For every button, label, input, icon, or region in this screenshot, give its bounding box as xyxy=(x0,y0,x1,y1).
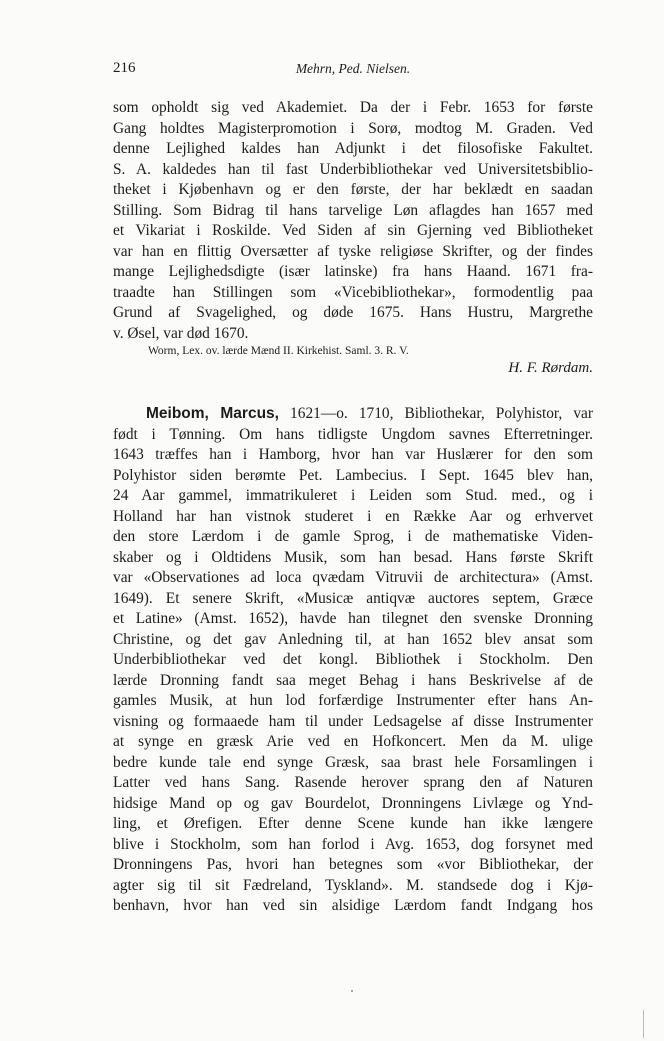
text-line: Underbibliothekar ved det kongl. Bibliothek i Stockholm. Den xyxy=(113,651,593,668)
text-line: S. A. kaldedes han til fast Underbibliothekar ved Universitetsbiblio- xyxy=(113,160,593,178)
text-line: theket i Kjøbenhavn og er den første, der har beklædt en saadan xyxy=(113,181,593,198)
text-line: Gang holdtes Magisterpromotion i Sorø, modtog M. Graden. Ved xyxy=(113,119,593,137)
text-line: lærde Dronning fandt saa meget Behag i hans Beskrivelse af de xyxy=(113,671,593,689)
text-line: Latter ved hans Sang. Rasende herover sprang den af Naturen xyxy=(113,774,593,791)
text-line: Dronningens Pas, hvori han betegnes som «vor Bibliothekar, der xyxy=(113,856,593,873)
text-line: Holland har han vistnok studeret i en Række Aar og erhvervet xyxy=(113,507,593,525)
entry-headword: Meibom, Marcus, xyxy=(146,405,279,422)
text-line: et Latine» (Amst. 1652), havde han tilegnet den svenske Dronning xyxy=(113,610,593,627)
text-line: ling, et Ørefigen. Efter denne Scene kunde han ikke længere xyxy=(113,815,593,832)
entry-first-line xyxy=(113,404,593,425)
text-line: skaber og i Oldtidens Musik, som han besad. Hans første Skrift xyxy=(113,548,593,566)
text-line: Christine, og det gav Anledning til, at han 1652 blev ansat som xyxy=(113,630,593,648)
source-references: Worm, Lex. ov. lærde Mænd II. Kirkehist. Saml. 3. R. V. xyxy=(148,345,409,357)
text-line: et Vikariat i Roskilde. Ved Siden af sin Gjerning ved Bibliotheket xyxy=(113,222,593,239)
text-line: blive i Stockholm, som han forlod i Avg. 1653, dog forsynet med xyxy=(113,835,593,853)
text-line: som opholdt sig ved Akademiet. Da der i Febr. 1653 for første xyxy=(113,99,593,116)
text-line: Grund af Svagelighed, og døde 1675. Hans Hustru, Margrethe xyxy=(113,304,593,321)
page-edge-mark xyxy=(643,1010,644,1038)
text-line: benhavn, hvor han ved sin alsidige Lærdom fandt Indgang hos xyxy=(113,897,593,914)
text-line: visning og formaaede ham til under Ledsagelse af disse Instrumenter xyxy=(113,712,593,730)
paper-speck xyxy=(351,990,353,992)
text-line: at synge en græsk Arie ved en Hofkoncert. Men da M. ulige xyxy=(113,733,593,750)
text-line: 1643 træffes han i Hamborg, hvor han var Huslærer for den som xyxy=(113,446,593,463)
running-head: Mehrn, Ped. Nielsen. xyxy=(295,61,411,76)
entry-meibom xyxy=(113,404,593,917)
author-signature: H. F. Rørdam. xyxy=(508,360,593,376)
text-line: 1649). Et senere Skrift, «Musicæ antiqvæ auctores septem, Græce xyxy=(113,589,593,607)
text-line: traadte han Stillingen som «Vicebibliothekar», formodentlig paa xyxy=(113,283,593,301)
text-line: Polyhistor siden berømte Pet. Lambecius. I Sept. 1645 blev han, xyxy=(113,466,593,484)
text-line: 24 Aar gammel, immatrikuleret i Leiden som Stud. med., og i xyxy=(113,487,593,504)
text-line: v. Øsel, var død 1670. xyxy=(113,324,249,342)
text-line: hidsige Mand op og gav Bourdelot, Dronningens Livlæge og Ynd- xyxy=(113,794,593,812)
text-line: var «Observationes ad loca qvædam Vitruvii de architectura» (Amst. xyxy=(113,569,593,586)
page-number: 216 xyxy=(113,60,136,76)
text-line: var han en flittig Oversætter af tyske religiøse Skrifter, og der findes xyxy=(113,242,593,260)
text-line: født i Tønning. Om hans tidligste Ungdom savnes Efterretninger. xyxy=(113,425,593,443)
page-header xyxy=(113,60,593,80)
entry-mehrn-continuation xyxy=(113,98,593,378)
entry-first-line-text: 1621—o. 1710, Bibliothekar, Polyhistor, var xyxy=(290,405,593,422)
text-line: bedre kunde tale end synge Græsk, saa brast hele Forsamlingen i xyxy=(113,753,593,771)
text-line: gamles Musik, at hun lod forfærdige Instrumenter efter hans An- xyxy=(113,692,593,709)
text-line: den store Lærdom i de gamle Sprog, i de mathematiske Viden- xyxy=(113,528,593,545)
text-line: Stilling. Som Bidrag til hans tarvelige Løn aflagdes han 1657 med xyxy=(113,201,593,219)
text-line: denne Lejlighed kaldes han Adjunkt i det filosofiske Fakultet. xyxy=(113,140,593,157)
text-line: mange Lejlighedsdigte (især latinske) fra hans Haand. 1671 fra- xyxy=(113,263,593,280)
text-line: agter sig til sit Fædreland, Tyskland». M. standsede dog i Kjø- xyxy=(113,876,593,894)
